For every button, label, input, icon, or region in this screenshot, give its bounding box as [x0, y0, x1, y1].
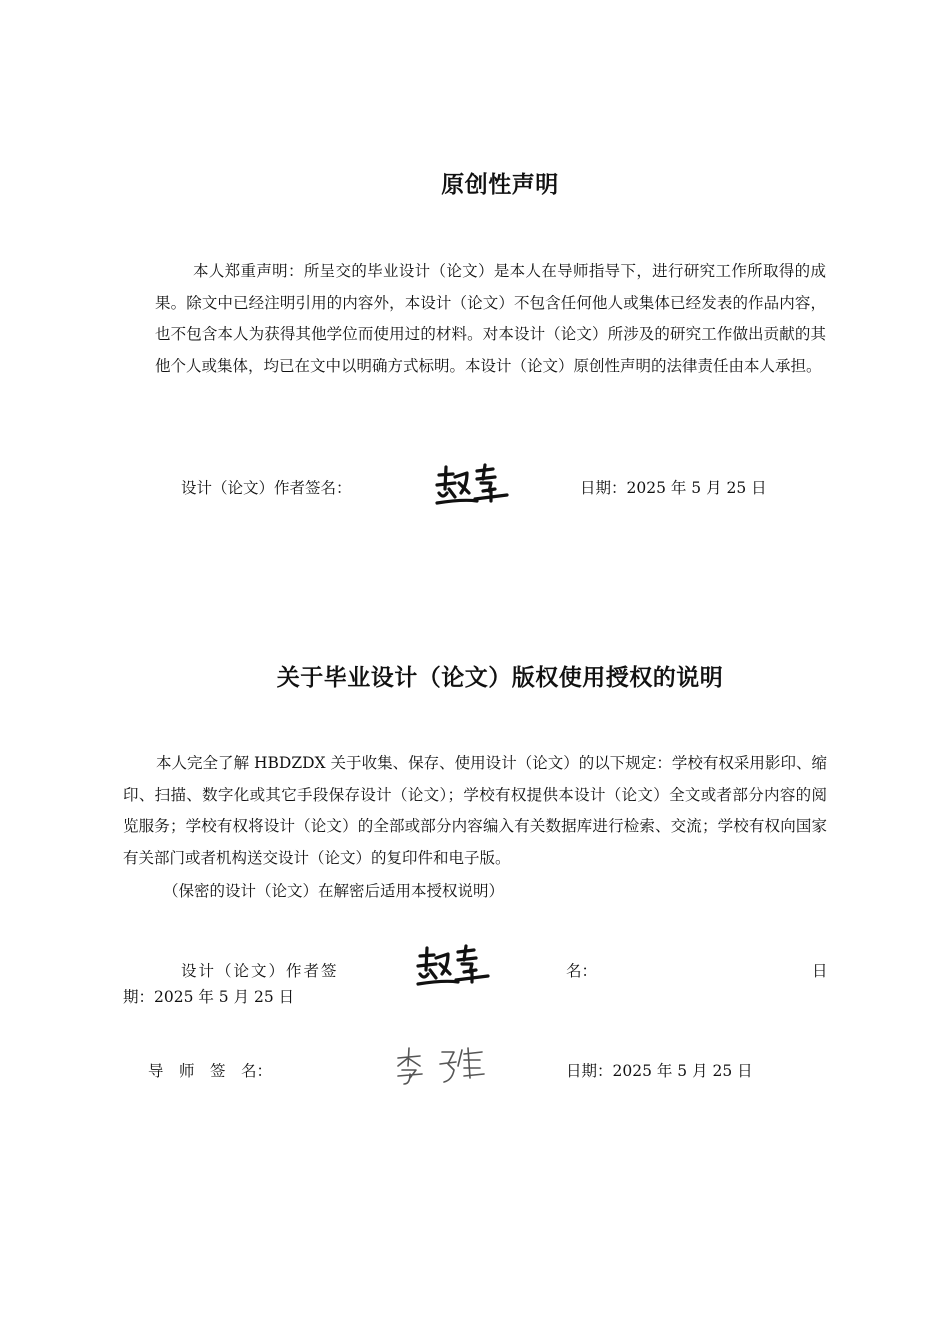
copyright-author-date-start: 日	[812, 962, 828, 980]
copyright-author-date: 期：2025 年 5 月 25 日	[123, 988, 295, 1006]
copyright-author-label-end: 名：	[566, 962, 598, 980]
originality-body: 本人郑重声明：所呈交的毕业设计（论文）是本人在导师指导下，进行研究工作所取得的成果。除文中已经注明引用的内容外，本设计（论文）不包含任何他人或集体已经发表的作品内容，也不包含本人为获得其他学位而使用过的材料。对本设计（论文）所涉及的研究工作做出贡献的其他个人或集体，均已在文中以明确方式标明。本设计（论文）原创性声明的法律责任由本人承担。	[155, 262, 826, 376]
copyright-body: 本人完全了解 HBDZDX 关于收集、保存、使用设计（论文）的以下规定：学校有权采用影印、缩印、扫描、数字化或其它手段保存设计（论文）；学校有权提供本设计（论文）全文或者部分内容的阅览服务；学校有权将设计（论文）的全部或部分内容编入有关数据库进行检索、交流；学校有权向国家有关部门或者机构送交设计（论文）的复印件和电子版。	[123, 754, 827, 868]
originality-date: 日期：2025 年 5 月 25 日	[580, 479, 767, 497]
originality-title: 原创性声明	[441, 172, 559, 198]
author-signature-label: 设计（论文）作者签名：	[181, 479, 352, 497]
advisor-signature-image	[392, 1044, 492, 1088]
copyright-title: 关于毕业设计（论文）版权使用授权的说明	[276, 665, 724, 691]
author-signature-image	[433, 463, 515, 509]
advisor-signature-label: 导 师 签 名：	[148, 1062, 273, 1080]
advisor-date: 日期：2025 年 5 月 25 日	[566, 1062, 753, 1080]
copyright-author-label: 设计（论文）作者签	[181, 962, 339, 980]
copyright-note: （保密的设计（论文）在解密后适用本授权说明）	[163, 882, 505, 900]
copyright-author-signature-image	[413, 944, 497, 990]
